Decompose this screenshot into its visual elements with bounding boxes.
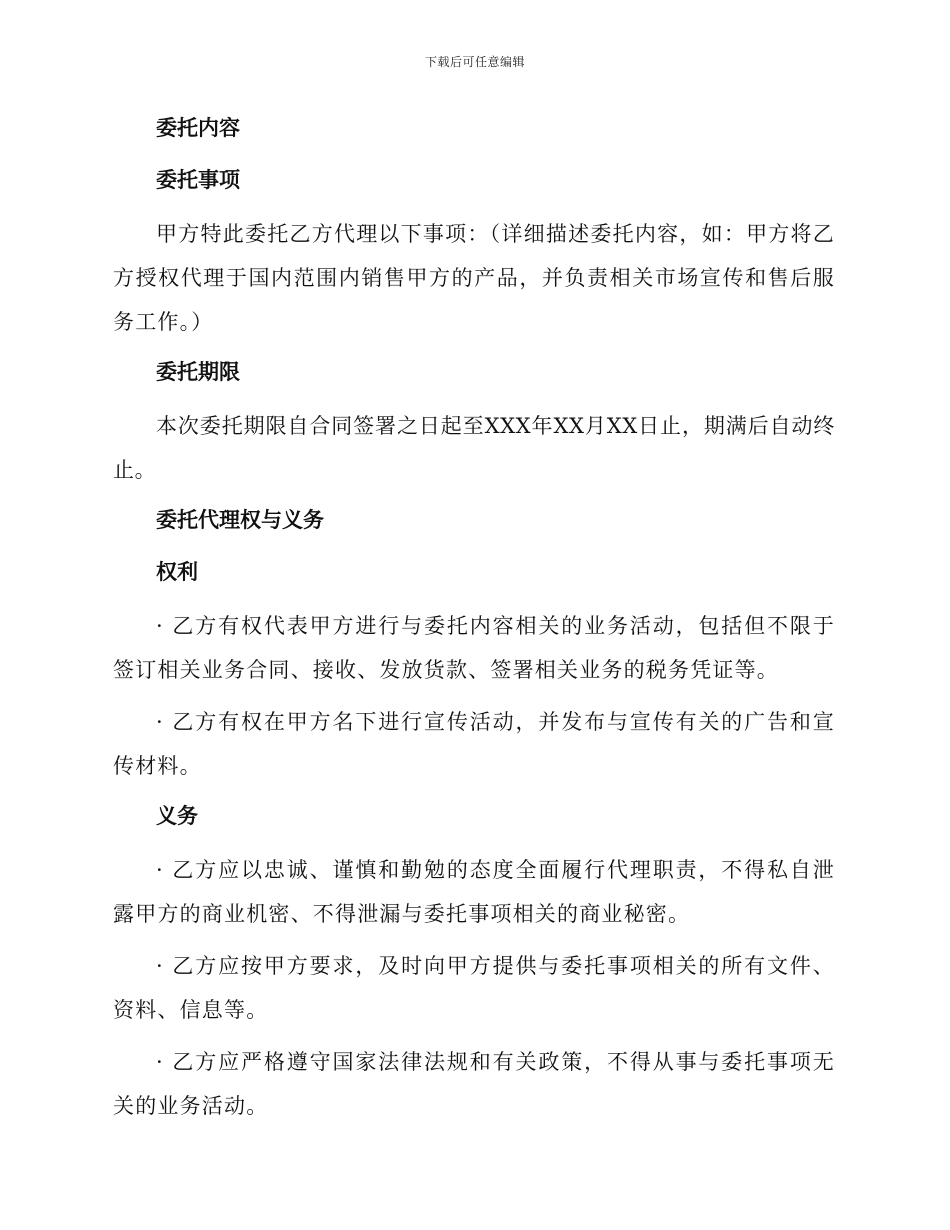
paragraph-duties-3: · 乙方应严格遵守国家法律法规和有关政策，不得从事与委托事项无关的业务活动。 xyxy=(113,1050,835,1118)
paragraph-matters: 甲方特此委托乙方代理以下事项：（详细描述委托内容，如：甲方将乙方授权代理于国内范围内销售甲方的产品，并负责相关市场宣传和售后服务工作。） xyxy=(113,222,835,334)
paragraph-duties-2: · 乙方应按甲方要求，及时向甲方提供与委托事项相关的所有文件、资料、信息等。 xyxy=(113,954,835,1022)
paragraph-rights-1: · 乙方有权代表甲方进行与委托内容相关的业务活动，包括但不限于签订相关业务合同、接收、发放货款、签署相关业务的税务凭证等。 xyxy=(113,614,835,682)
paragraph-period: 本次委托期限自合同签署之日起至XXX年XX月XX日止，期满后自动终止。 xyxy=(113,414,835,482)
document-body xyxy=(113,108,835,1136)
heading-matters: 委托事项 xyxy=(156,167,240,192)
page-header: 下载后可任意编辑 xyxy=(424,55,525,69)
paragraph-duties-1: · 乙方应以忠诚、谨慎和勤勉的态度全面履行代理职责，不得私自泄露甲方的商业机密、不得泄漏与委托事项相关的商业秘密。 xyxy=(113,858,835,926)
heading-content: 委托内容 xyxy=(156,115,240,140)
heading-rights: 权利 xyxy=(156,559,198,584)
heading-period: 委托期限 xyxy=(156,359,240,384)
heading-duties: 义务 xyxy=(156,803,198,828)
paragraph-rights-2: · 乙方有权在甲方名下进行宣传活动，并发布与宣传有关的广告和宣传材料。 xyxy=(113,710,835,778)
heading-rights-duties: 委托代理权与义务 xyxy=(156,507,324,532)
